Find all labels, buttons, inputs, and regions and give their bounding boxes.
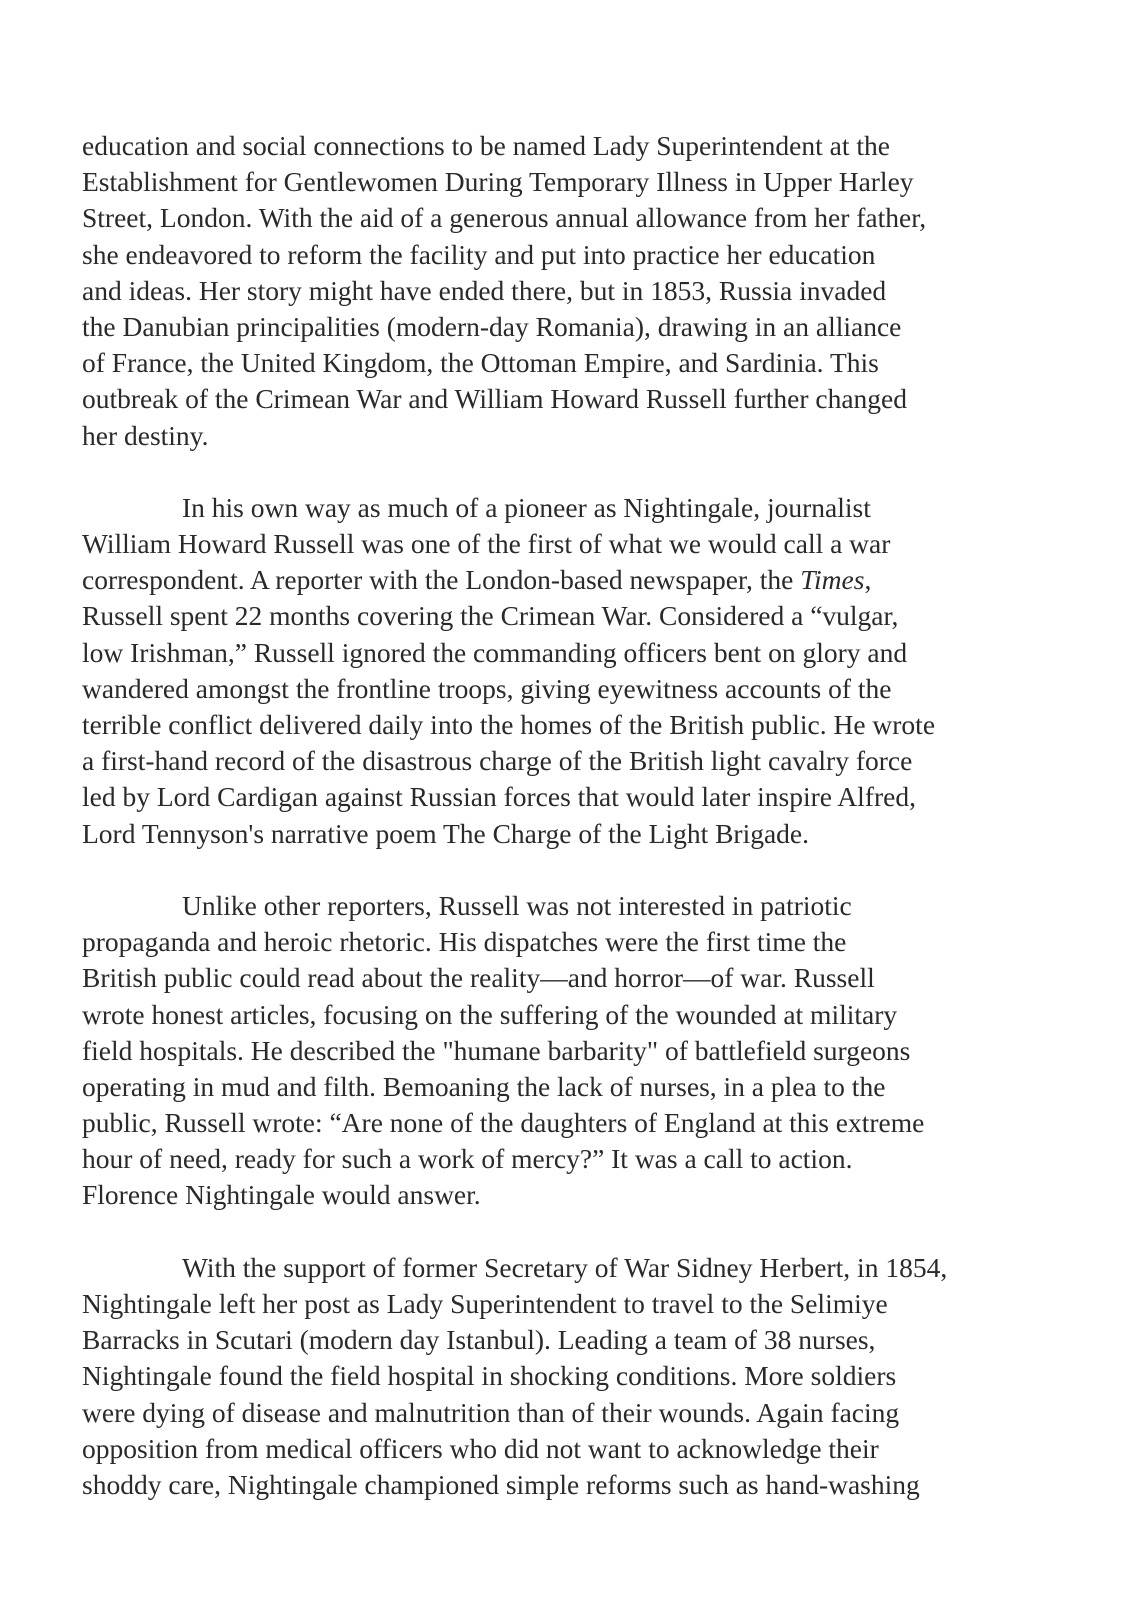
text-line: wrote honest articles, focusing on the suffering of the wounded at military <box>82 998 898 1030</box>
text-line: shoddy care, Nightingale championed simple reforms such as hand-washing <box>82 1468 920 1500</box>
text-line: Barracks in Scutari (modern day Istanbul). Leading a team of 38 nurses, <box>82 1324 876 1356</box>
text-line: opposition from medical officers who did not want to acknowledge their <box>82 1432 879 1464</box>
paragraph <box>82 490 1072 852</box>
text-line: Unlike other reporters, Russell was not interested in patriotic <box>182 889 852 921</box>
text-line: terrible conflict delivered daily into the homes of the British public. He wrote <box>82 709 936 740</box>
text-line: Lord Tennyson's narrative poem The Charge of the Light Brigade. <box>82 817 810 849</box>
text-line: Establishment for Gentlewomen During Temporary Illness in Upper Harley <box>82 166 914 198</box>
newspaper-title: Times <box>800 564 865 596</box>
text-line: hour of need, ready for such a work of mercy?” It was a call to action. <box>82 1143 853 1175</box>
text-run: correspondent. A reporter with the London-based newspaper, the <box>82 564 801 596</box>
text-line: Nightingale left her post as Lady Superintendent to travel to the Selimiye <box>82 1288 888 1319</box>
text-line: Russell spent 22 months covering the Crimean War. Considered a “vulgar, <box>82 600 899 632</box>
text-line: a first-hand record of the disastrous charge of the British light cavalry force <box>82 745 913 777</box>
text-line: Street, London. With the aid of a generous annual allowance from her father, <box>82 202 927 234</box>
text-line: her destiny. <box>82 419 209 451</box>
text-line: Florence Nightingale would answer. <box>82 1179 481 1211</box>
text-line: field hospitals. He described the "humane barbarity" of battlefield surgeons <box>82 1034 911 1066</box>
paragraph <box>82 888 1072 1214</box>
text-line: education and social connections to be named Lady Superintendent at the <box>82 130 890 161</box>
text-line: propaganda and heroic rhetoric. His dispatches were the first time the <box>82 926 847 958</box>
text-line: Nightingale found the field hospital in shocking conditions. More soldiers <box>82 1360 897 1392</box>
text-line: and ideas. Her story might have ended there, but in 1853, Russia invaded <box>82 274 887 306</box>
text-line: led by Lord Cardigan against Russian forces that would later inspire Alfred, <box>82 781 916 813</box>
text-run: , <box>864 564 872 596</box>
text-line: low Irishman,” Russell ignored the commanding officers bent on glory and <box>82 636 908 668</box>
text-line: British public could read about the reality—and horror—of war. Russell <box>82 962 875 994</box>
text-line: she endeavored to reform the facility and put into practice her education <box>82 238 876 270</box>
text-line: wandered amongst the frontline troops, giving eyewitness accounts of the <box>82 672 892 704</box>
text-line: the Danubian principalities (modern-day Romania), drawing in an alliance <box>82 310 902 342</box>
text-line: public, Russell wrote: “Are none of the daughters of England at this extreme <box>82 1107 925 1139</box>
body-text <box>82 128 1072 1539</box>
paragraph <box>82 128 1072 454</box>
text-line: of France, the United Kingdom, the Ottoman Empire, and Sardinia. This <box>82 347 879 379</box>
text-line: outbreak of the Crimean War and William Howard Russell further changed <box>82 383 907 415</box>
paragraph <box>82 1250 1072 1503</box>
text-line: operating in mud and filth. Bemoaning the lack of nurses, in a plea to the <box>82 1070 886 1102</box>
text-line: were dying of disease and malnutrition than of their wounds. Again facing <box>82 1396 900 1428</box>
text-line: In his own way as much of a pioneer as Nightingale, journalist <box>182 491 871 523</box>
text-line <box>82 562 1072 598</box>
text-line: William Howard Russell was one of the first of what we would call a war <box>82 528 891 560</box>
text-line: With the support of former Secretary of War Sidney Herbert, in 1854, <box>182 1251 948 1283</box>
